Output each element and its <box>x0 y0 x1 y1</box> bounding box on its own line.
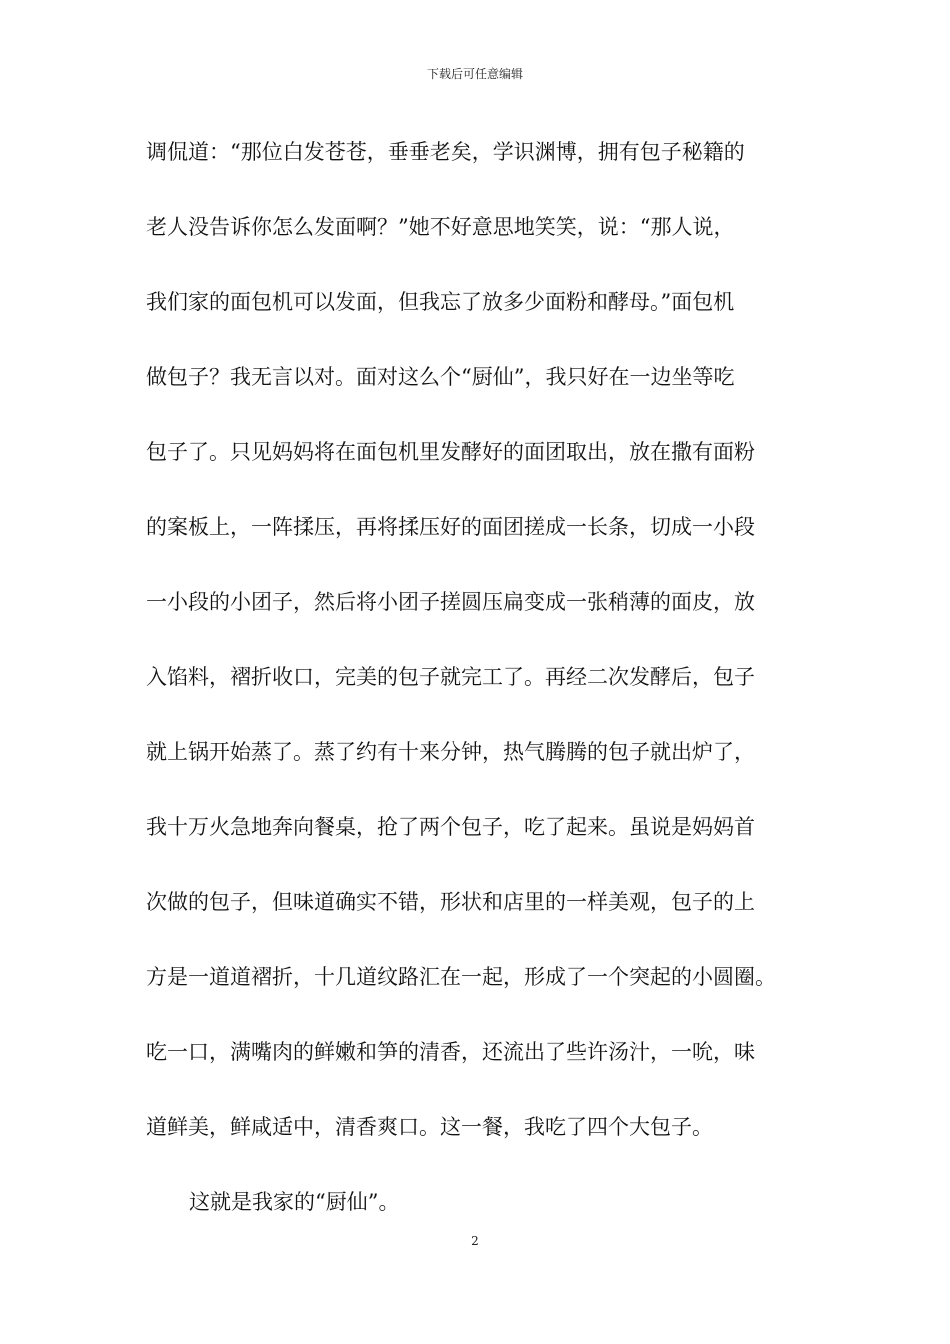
text-line: 一小段的小团子，然后将小团子搓圆压扁变成一张稍薄的面皮，放 <box>146 590 755 614</box>
text-line: 方是一道道褶折，十几道纹路汇在一起，形成了一个突起的小圆圈。 <box>146 965 776 989</box>
page-header: 下载后可任意编辑 <box>426 67 523 81</box>
text-line: 我们家的面包机可以发面，但我忘了放多少面粉和酵母。”面包机 <box>146 290 735 314</box>
text-line: 包子了。只见妈妈将在面包机里发酵好的面团取出，放在撒有面粉 <box>146 440 755 464</box>
text-line: 吃一口，满嘴肉的鲜嫩和笋的清香，还流出了些许汤汁，一吮，味 <box>146 1040 755 1064</box>
text-line: 就上锅开始蒸了。蒸了约有十来分钟，热气腾腾的包子就出炉了， <box>146 740 755 764</box>
closing-paragraph: 这就是我家的“厨仙”。 <box>189 1190 400 1214</box>
text-line: 调侃道：“那位白发苍苍，垂垂老矣，学识渊博，拥有包子秘籍的 <box>146 140 745 164</box>
text-line: 道鲜美，鲜咸适中，清香爽口。这一餐，我吃了四个大包子。 <box>146 1115 713 1139</box>
text-line: 次做的包子，但味道确实不错，形状和店里的一样美观，包子的上 <box>146 890 755 914</box>
body-text <box>146 130 826 1255</box>
text-line: 做包子？我无言以对。面对这么个“厨仙”，我只好在一边坐等吃 <box>146 365 735 389</box>
text-line: 老人没告诉你怎么发面啊？”她不好意思地笑笑，说：“那人说， <box>146 215 735 239</box>
text-line: 我十万火急地奔向餐桌，抢了两个包子，吃了起来。虽说是妈妈首 <box>146 815 755 839</box>
text-line: 入馅料，褶折收口，完美的包子就完工了。再经二次发酵后，包子 <box>146 665 755 689</box>
text-line: 的案板上，一阵揉压，再将揉压好的面团搓成一长条，切成一小段 <box>146 515 755 539</box>
page-number: 2 <box>471 1234 479 1248</box>
